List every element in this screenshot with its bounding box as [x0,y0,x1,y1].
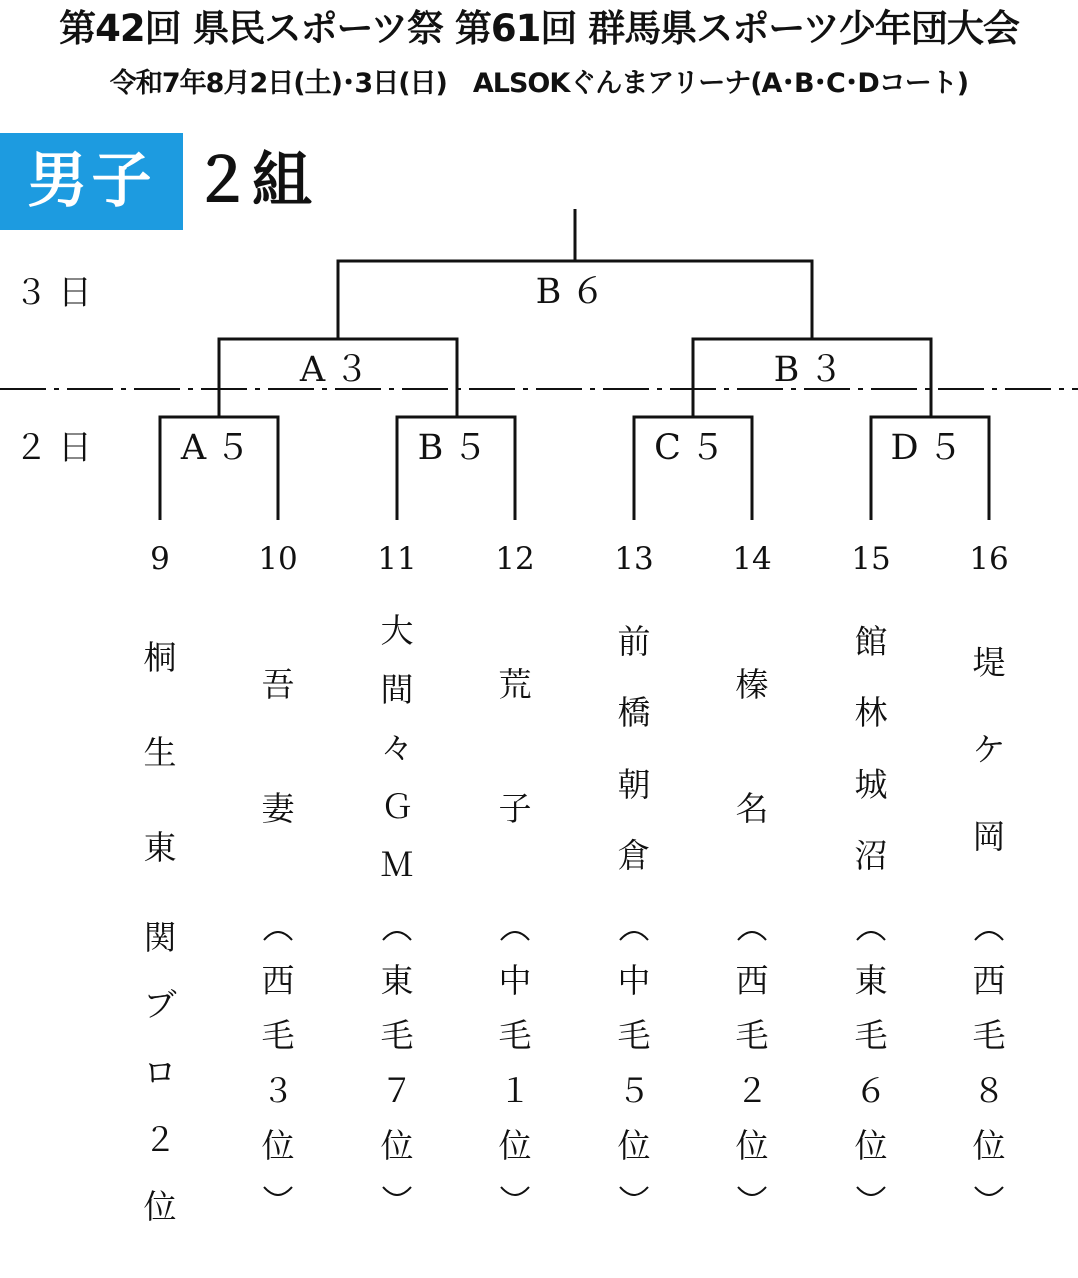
team-name [367,613,427,883]
team-name-char: 大 [380,611,414,650]
close-paren-mark [261,1183,295,1205]
qualification-char: 毛 [854,1016,888,1055]
team-name-char: 堤 [972,643,1006,682]
qualification-char: ブ [143,985,177,1025]
qualification-char: 西 [261,961,295,1000]
qualification-label [485,922,545,1205]
team-name-char: 橋 [617,693,651,733]
team-name-char: ケ [972,730,1006,769]
seed-number: 10 [258,541,298,577]
division-badge: 男子 [0,133,183,230]
qualification-char: ８ [972,1071,1006,1110]
day-label-3: ３日 [14,273,102,313]
day-label-2: ２日 [14,428,102,468]
qualification-char: 位 [380,1126,414,1165]
match-label-semi-right: B３ [773,350,853,390]
close-paren-mark [972,1183,1006,1205]
seed-number: 16 [969,541,1009,577]
seed-number: 14 [732,541,772,577]
team-name-char: 名 [735,789,769,828]
qualification-char: ６ [854,1071,888,1110]
team-name [722,667,782,827]
team-name-char: 朝 [617,764,651,804]
seed-number: 9 [150,541,170,577]
team-name-char: 倉 [617,835,651,875]
qualification-char: 東 [380,961,414,1000]
team-name [959,645,1019,855]
close-paren-mark [854,1183,888,1205]
qualification-char: 毛 [972,1016,1006,1055]
qualification-char: 関 [143,918,177,957]
close-paren-mark [498,1183,532,1205]
qualification-char: 中 [498,961,532,1000]
open-paren-mark [261,922,295,944]
team-name-char: 榛 [735,665,769,704]
team-name-char: 生 [143,733,177,772]
qualification-label [722,922,782,1205]
open-paren-mark [617,922,651,944]
match-label-first-2: B５ [417,428,497,468]
open-paren-mark [498,922,532,944]
team-name-char: 館 [854,622,888,661]
team-name-char: 桐 [143,638,177,677]
qualification-label [367,922,427,1205]
qualification-char: 位 [854,1126,888,1165]
qualification-label [604,922,664,1205]
qualification-char: 西 [735,961,769,1000]
qualification-label [248,922,308,1205]
seed-number: 12 [495,541,535,577]
qualification-char: 毛 [261,1016,295,1055]
match-label-final: B６ [535,272,615,312]
team-name [130,640,190,866]
open-paren-mark [854,922,888,944]
match-label-first-1: A５ [180,428,260,468]
close-paren-mark [735,1183,769,1205]
seed-number: 15 [851,541,891,577]
qualification-char: 位 [972,1126,1006,1165]
team-name-char: 前 [617,622,651,661]
team-name [485,667,545,827]
qualification-char: 東 [854,961,888,1000]
team-name-char: 間 [380,669,414,709]
team-name-char: 沼 [854,835,888,875]
qualification-label [130,920,190,1225]
open-paren-mark [735,922,769,944]
qualification-char: 毛 [498,1016,532,1055]
seed-number: 13 [614,541,654,577]
qualification-char: 毛 [735,1016,769,1055]
qualification-char: ２ [735,1071,769,1110]
qualification-label [959,922,1019,1205]
qualification-char: 位 [143,1187,177,1226]
qualification-char: １ [498,1071,532,1110]
qualification-char: ロ [143,1052,177,1092]
qualification-char: 毛 [380,1016,414,1055]
group-label: ２組 [192,146,312,216]
close-paren-mark [617,1183,651,1205]
open-paren-mark [380,922,414,944]
qualification-char: 位 [735,1126,769,1165]
qualification-char: ２ [143,1119,177,1159]
qualification-char: 毛 [617,1016,651,1055]
tournament-title: 第42回 県民スポーツ祭 第61回 群馬県スポーツ少年団大会 [59,7,1019,50]
qualification-char: ５ [617,1071,651,1110]
team-name-char: 岡 [972,817,1006,856]
qualification-char: ７ [380,1071,414,1110]
qualification-char: 位 [498,1126,532,1165]
team-name-char: 城 [854,764,888,804]
team-name-char: 子 [498,789,532,828]
match-label-first-4: D５ [890,428,972,468]
close-paren-mark [380,1183,414,1205]
team-name-char: 妻 [261,789,295,828]
qualification-label [841,922,901,1205]
seed-number: 11 [377,541,417,577]
team-name-char: 々 [380,728,414,767]
team-name-char: 東 [143,828,177,867]
team-name [604,624,664,874]
qualification-char: 位 [617,1126,651,1165]
team-name [248,667,308,827]
team-name [841,624,901,874]
team-name-char: 荒 [498,665,532,704]
match-label-semi-left: A３ [299,350,379,390]
qualification-char: 中 [617,961,651,1000]
team-name-char: 林 [854,693,888,733]
qualification-char: ３ [261,1071,295,1110]
tournament-dates-venue: 令和7年8月2日(土)･3日(日) ALSOKぐんまアリーナ(A･B･C･Dコート) [109,68,969,99]
team-name-char: Ｇ [380,786,414,826]
qualification-char: 位 [261,1126,295,1165]
team-name-char: Ｍ [380,845,414,884]
match-label-first-3: C５ [654,428,734,468]
team-name-char: 吾 [261,665,295,704]
open-paren-mark [972,922,1006,944]
qualification-char: 西 [972,961,1006,1000]
